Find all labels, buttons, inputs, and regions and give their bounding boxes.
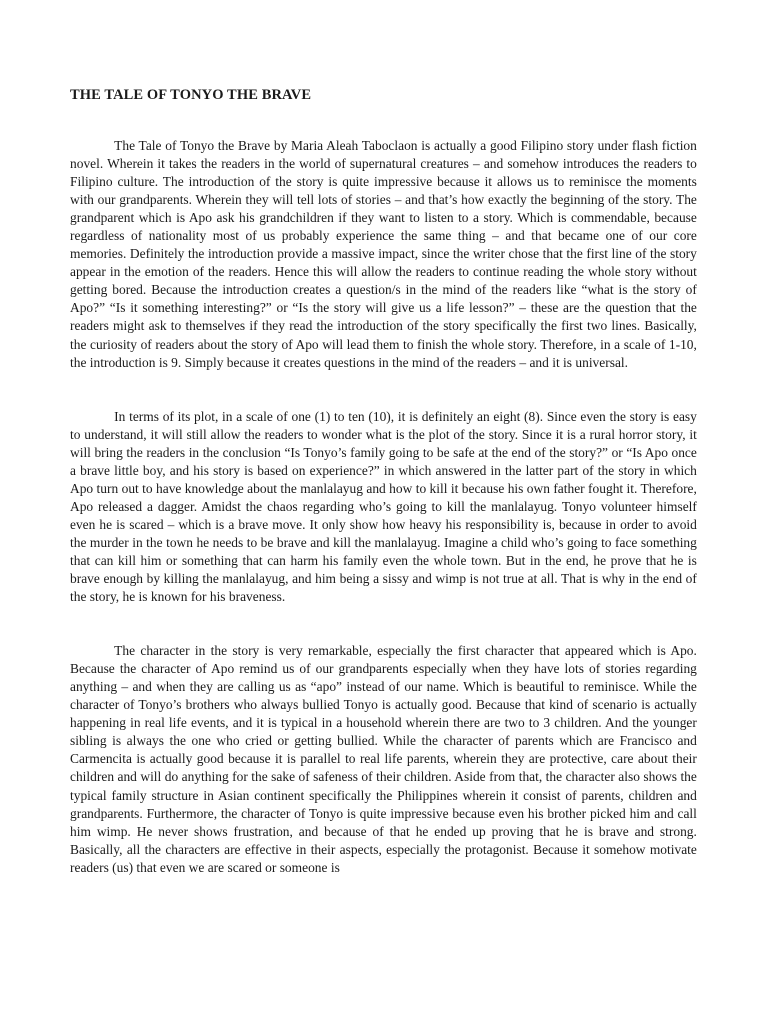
paragraph-introduction: The Tale of Tonyo the Brave by Maria Aleah Taboclaon is actually a good Filipino story under flash fiction novel. Wherein it takes the readers in the world of supernatural creatures – and somehow introduces the readers to Filipino culture. The introduction of the story is quite impressive because it allows us to reminisce the moments with our grandparents. Wherein they will tell lots of stories – and that’s how exactly the beginning of the story. The grandparent which is Apo ask his grandchildren if they want to listen to a story. Which is commendable, because regardless of nationality most of us probably experience the same thing – and that became one of our core memories. Definitely the introduction provide a massive impact, since the writer chose that the first line of the story appear in the emotion of the readers. Hence this will allow the readers to continue reading the whole story without getting bored. Because the introduction creates a question/s in the mind of the readers like “what is the story of Apo?” “Is it something interesting?” or “Is the story will give us a life lesson?” – these are the question that the readers might ask to themselves if they read the introduction of the story specifically the first two lines. Basically, the curiosity of readers about the story of Apo will lead them to finish the whole story. Therefore, in a scale of 1-10, the introduction is 9. Simply because it creates questions in the mind of the readers – and it is universal. xyxy=(70,139,697,371)
document-title: THE TALE OF TONYO THE BRAVE xyxy=(70,87,312,103)
paragraph-plot: In terms of its plot, in a scale of one (1) to ten (10), it is definitely an eight (8). Since even the story is easy to understand, it will still allow the readers to wonder what is the plot of the story. Since it is a rural horror story, it will bring the readers in the conclusion “Is Tonyo’s family going to be safe at the end of the story?” or “Is Apo once a brave little boy, and his story is based on experience?” in which answered in the latter part of the story in which Apo turn out to have knowledge about the manlalayug and how to kill it because his own father fought it. Therefore, Apo released a dagger. Amidst the chaos regarding who’s going to kill the manlalayug. Tonyo volunteer himself even he is scared – which is a brave move. It only show how heavy his responsibility is, because in order to avoid the murder in the town he needs to be brave and kill the manlalayug. Imagine a child who’s going to face something that can kill him or something that can harm his family even the whole town. But in the end, he prove that he is brave enough by killing the manlalayug, and him being a sissy and wimp is not true at all. That is why in the end of the story, he is known for his braveness. xyxy=(70,409,697,606)
paragraph-characters: The character in the story is very remarkable, especially the first character that appeared which is Apo. Because the character of Apo remind us of our grandparents especially when they have lots of stories regarding anything – and when they are calling us as “apo” instead of our name. Which is beautiful to reminisce. While the character of Tonyo’s brothers who always bullied Tonyo is actually good. Because that kind of scenario is actually happening in real life events, and it is typical in a household wherein there are two to 3 children. And the younger sibling is always the one who cried or getting bullied. While the character of parents which are Francisco and Carmencita is actually good because it is parallel to real life parents, wherein they are protective, care about their children and will do anything for the sake of safeness of their children. Aside from that, the character also shows the typical family structure in Asian continent specifically the Philippines wherein it consist of parents, children and grandparents. Furthermore, the character of Tonyo is quite impressive because even his brother picked him and call him wimp. He never shows frustration, and because of that he ended up proving that he is brave and strong. Basically, all the characters are effective in their aspects, especially the protagonist. Because it somehow motivate readers (us) that even we are scared or someone is xyxy=(70,644,697,876)
document-content xyxy=(70,86,697,878)
